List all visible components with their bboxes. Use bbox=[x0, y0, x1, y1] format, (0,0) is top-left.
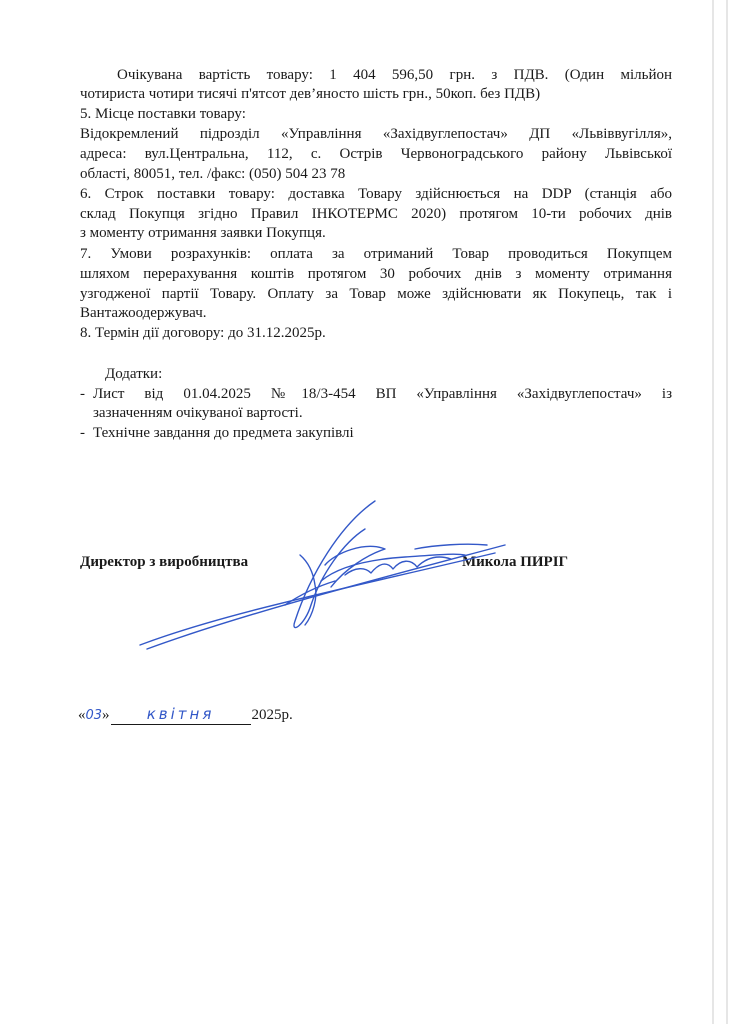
scan-edge-line bbox=[726, 0, 728, 1024]
cost-line-2: чотириста чотири тисячі п'ятсот дев’яносто шість грн., 50коп. без ПДВ) bbox=[80, 86, 541, 102]
date-month-field bbox=[111, 705, 251, 725]
appendix-item-2: Технічне завдання до предмета закупівлі bbox=[93, 425, 354, 441]
date-open-quote: « bbox=[78, 707, 86, 723]
delivery-term-line-2: склад Покупця згідно Правил ІНКОТЕРМС 2020) протягом 10-ти робочих днів bbox=[80, 206, 672, 222]
signatory-position: Директор з виробництва bbox=[80, 554, 249, 570]
date-year: 2025р. bbox=[251, 707, 293, 723]
date-close-quote: » bbox=[102, 707, 110, 723]
date-line bbox=[78, 705, 293, 727]
signatory-name: Микола ПИРІГ bbox=[462, 554, 569, 570]
payment-line-1: 7. Умови розрахунків: оплата за отриманий Товар проводиться Покупцем bbox=[80, 246, 672, 262]
bullet-dash: - bbox=[80, 386, 85, 402]
bullet-dash: - bbox=[80, 425, 85, 441]
cost-line-1: Очікувана вартість товару: 1 404 596,50 грн. з ПДВ. (Один мільйон bbox=[117, 67, 672, 83]
payment-line-2: шляхом перерахування коштів протягом 30 робочих днів з моменту отримання bbox=[80, 266, 672, 282]
appendix-item-1-line-1: Лист від 01.04.2025 №18/3-454 ВП «Управління «Західвуглепостач» із bbox=[93, 386, 672, 402]
appendices-heading: Додатки: bbox=[105, 366, 163, 382]
payment-line-4: Вантажоодержувач. bbox=[80, 305, 207, 321]
handwritten-signature bbox=[135, 495, 515, 655]
scan-edge-line bbox=[712, 0, 714, 1024]
delivery-place-heading: 5. Місце поставки товару: bbox=[80, 106, 246, 122]
payment-line-3: узгодженої партії Товару. Оплату за Товар може здійснювати як Покупець, так і bbox=[80, 286, 672, 302]
contract-term: 8. Термін дії договору: до 31.12.2025р. bbox=[80, 325, 326, 341]
delivery-term-line-1: 6. Строк поставки товару: доставка Товару здійснюється на DDP (станція або bbox=[80, 186, 672, 202]
delivery-term-line-3: з моменту отримання заявки Покупця. bbox=[80, 225, 326, 241]
appendix-item-1-line-2: зазначенням очікуваної вартості. bbox=[93, 405, 303, 421]
delivery-place-line-1: Відокремлений підрозділ «Управління «Західвуглепостач» ДП «Львіввугілля», bbox=[80, 126, 672, 142]
delivery-place-line-2: адреса: вул.Центральна, 112, с. Острів Червоноградського району Львівської bbox=[80, 146, 672, 162]
delivery-place-line-3: області, 80051, тел. /факс: (050) 504 23 78 bbox=[80, 166, 346, 182]
date-day: 03 bbox=[85, 708, 103, 723]
date-month: квітня bbox=[146, 705, 215, 723]
